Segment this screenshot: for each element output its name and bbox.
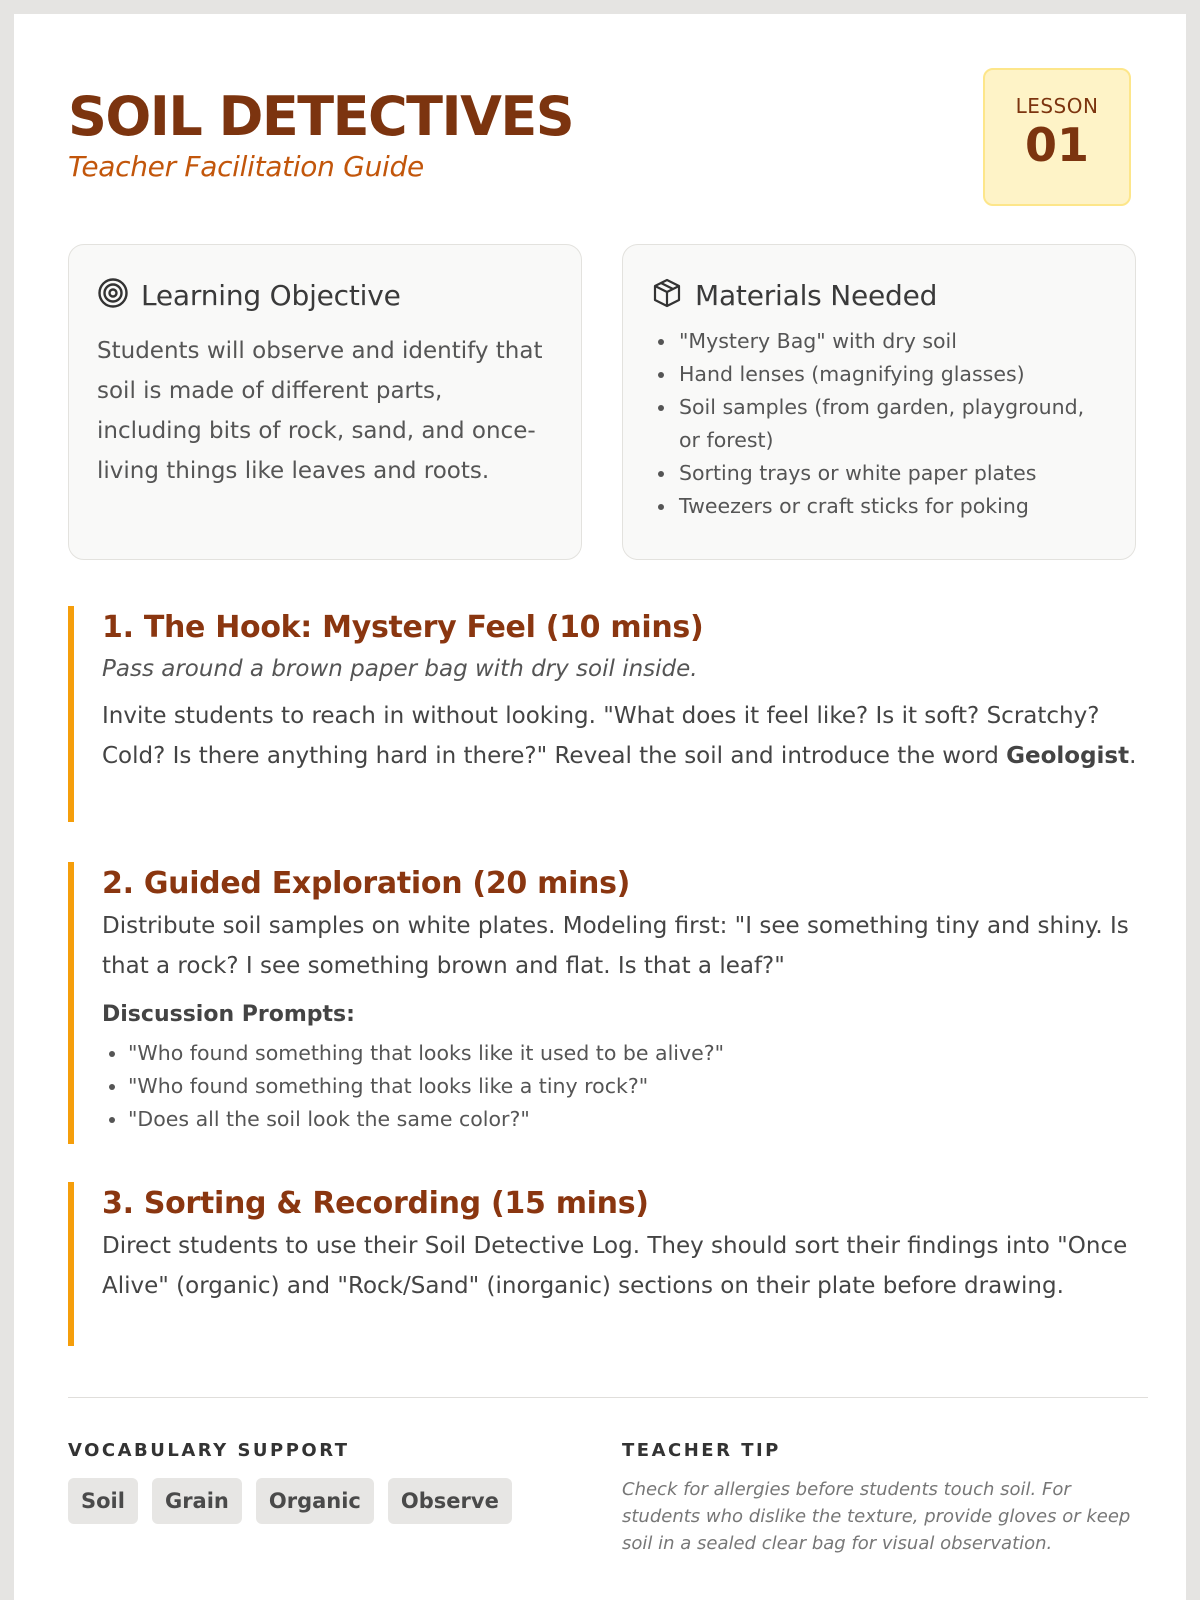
section-title: 1. The Hook: Mystery Feel (10 mins) (102, 610, 704, 645)
box-icon (651, 277, 683, 313)
target-icon (97, 277, 129, 313)
list-item: • Tweezers or craft sticks for poking (677, 490, 1107, 523)
list-item: • Soil samples (from garden, playground, or forest) (677, 391, 1107, 457)
footer-divider (68, 1397, 1148, 1398)
list-item: • "Mystery Bag" with dry soil (677, 325, 1107, 358)
prompts-heading: Discussion Prompts: (102, 1002, 355, 1027)
teacher-tip-text: Check for allergies before students touch soil. For students who dislike the texture, provide gloves or keep soil in a sealed clear bag for visual observation. (622, 1479, 1131, 1554)
lesson-page (14, 14, 1186, 1600)
vocab-chip: Soil (68, 1478, 138, 1524)
page-title: SOIL DETECTIVES (68, 85, 574, 148)
list-item: • Sorting trays or white paper plates (677, 457, 1107, 490)
section-body: Direct students to use their Soil Detective Log. They should sort their findings into "Once Alive" (organic) and "Rock/Sand" (inorganic) sections on their plate before drawing. (102, 1233, 1128, 1299)
vocabulary-label: VOCABULARY SUPPORT (68, 1440, 350, 1461)
vocab-chip: Observe (388, 1478, 512, 1524)
list-item: • "Does all the soil look the same color?" (128, 1103, 1148, 1136)
objective-text: Students will observe and identify that soil is made of different parts, including bits of rock, sand, and once-living things like leaves and roots. (97, 338, 543, 484)
list-item: • "Who found something that looks like it used to be alive?" (128, 1037, 1148, 1070)
section-title: 2. Guided Exploration (20 mins) (102, 866, 631, 901)
materials-card (622, 244, 1136, 560)
lesson-number: 01 (1024, 118, 1089, 172)
vocabulary-chips (68, 1478, 512, 1524)
list-item: • "Who found something that looks like a tiny rock?" (128, 1070, 1148, 1103)
section-hook (68, 606, 1148, 822)
vocab-term: Geologist (1006, 743, 1130, 769)
objective-title: Learning Objective (141, 278, 401, 312)
vocab-chip: Grain (152, 1478, 242, 1524)
section-body: Distribute soil samples on white plates. Modeling first: "I see something tiny and shiny. Is that a rock? I see something brown and flat. Is that a leaf?" (102, 913, 1129, 979)
section-subtitle: Pass around a brown paper bag with dry soil inside. (102, 656, 698, 682)
materials-title: Materials Needed (695, 278, 938, 312)
lesson-badge (983, 68, 1131, 206)
section-title: 3. Sorting & Recording (15 mins) (102, 1186, 649, 1221)
discussion-prompts-list (102, 1037, 1148, 1136)
section-body: Invite students to reach in without looking. "What does it feel like? Is it soft? Scratchy? Cold? Is there anything hard in there?" Reveal the soil and introduce the word Geologist. (102, 703, 1137, 769)
materials-list (651, 325, 1107, 523)
lesson-label: LESSON (1015, 94, 1099, 118)
page-header (68, 86, 573, 183)
learning-objective-card (68, 244, 582, 560)
section-guided-exploration (68, 862, 1148, 1144)
section-sorting-recording (68, 1182, 1148, 1346)
page-subtitle: Teacher Facilitation Guide (68, 150, 424, 183)
vocab-chip: Organic (256, 1478, 374, 1524)
teacher-tip-label: TEACHER TIP (622, 1440, 781, 1461)
list-item: • Hand lenses (magnifying glasses) (677, 358, 1107, 391)
